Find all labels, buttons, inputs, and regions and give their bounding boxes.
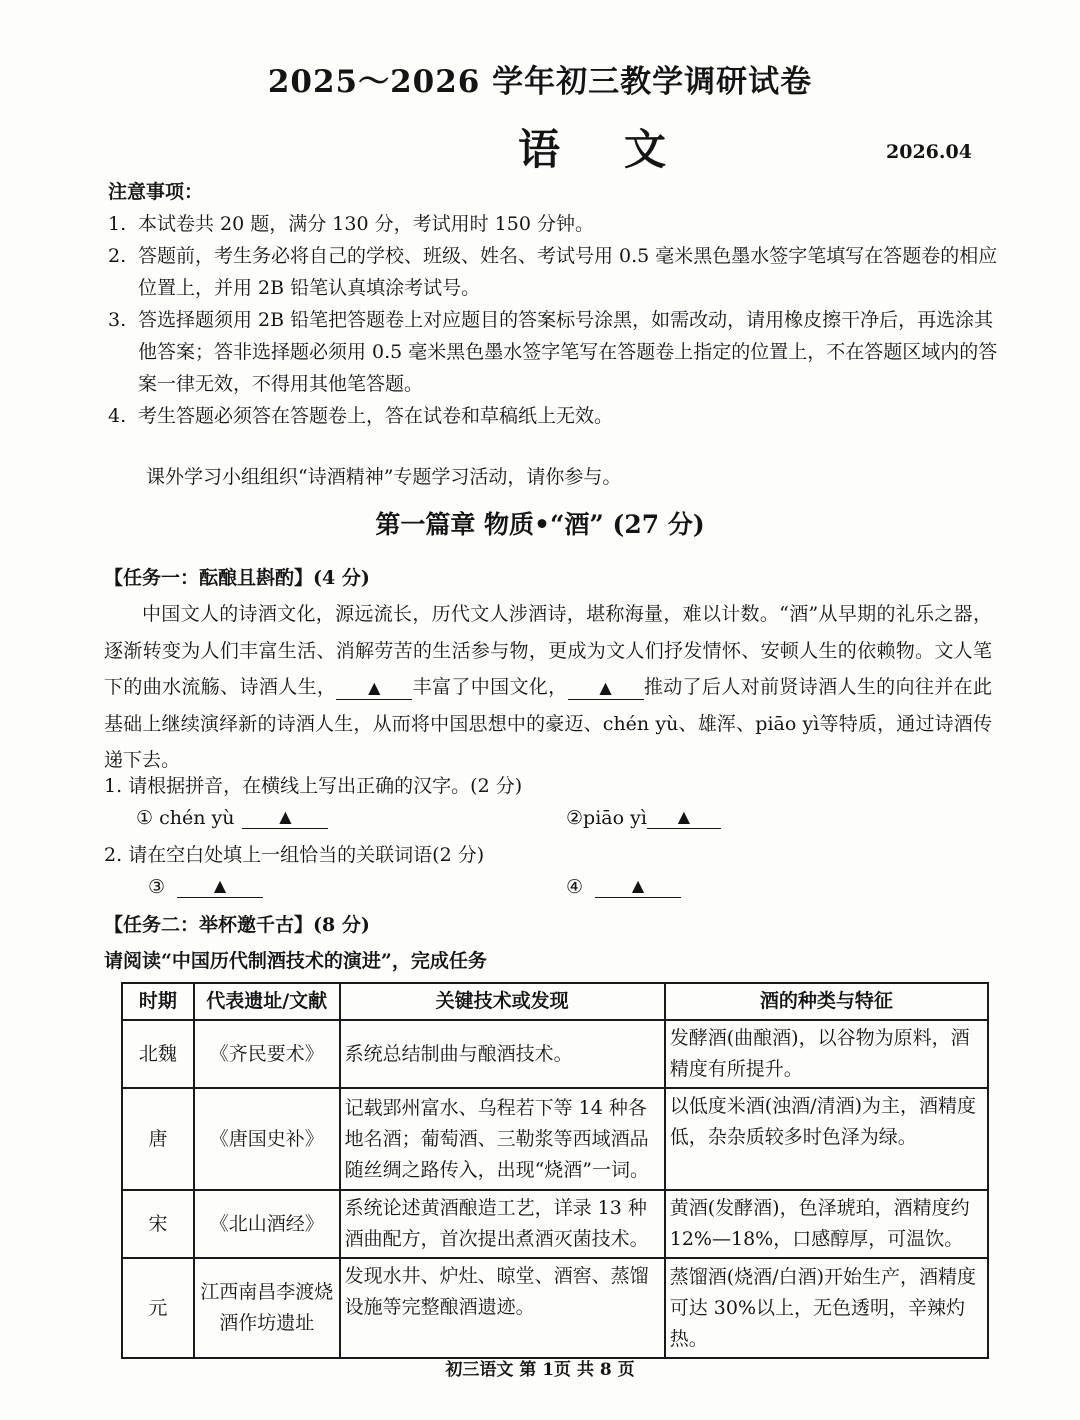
subject-title: 语文 <box>518 125 731 174</box>
note-number: 1. <box>108 213 127 235</box>
wine-history-table <box>121 982 989 1359</box>
note-text: 本试卷共 20 题，满分 130 分，考试用时 150 分钟。 <box>138 213 594 235</box>
q2-b-label: ④ <box>566 876 584 898</box>
note-item <box>108 304 1008 400</box>
triangle-icon: ▲ <box>677 807 691 826</box>
note-item <box>108 400 1008 432</box>
table-cell: 《唐国史补》 <box>194 1088 340 1190</box>
note-number: 4. <box>108 405 127 427</box>
note-text: 答选择题须用 2B 铅笔把答题卷上对应题目的答案标号涂黑，如需改动，请用橡皮擦干净后，再选涂其他答案；答非选择题必须用 0.5 毫米黑色墨水签字笔写在答题卷上指定的位置上，不在答题区域内的答案一律无效，不得用其他笔答题。 <box>138 309 998 395</box>
q2-a-label: ③ <box>148 876 166 898</box>
table-header: 代表遗址/文献 <box>194 983 340 1020</box>
table-row <box>122 1088 988 1190</box>
task2-title: 【任务二：举杯邀千古】(8 分) <box>104 914 370 936</box>
passage-part-c: 推动了后人对前贤诗酒人生的向往并在此基础上继续演绎新的诗酒人生，从而将中国思想中的豪迈、chén yù、雄浑、piāo yì等特质，通过诗酒传递下去。 <box>104 676 992 771</box>
table-cell: 宋 <box>122 1190 194 1258</box>
task2-instruction: 请阅读“中国历代制酒技术的演进”，完成任务 <box>104 950 487 972</box>
q1-item-a <box>136 805 328 829</box>
passage-part-b: 丰富了中国文化， <box>412 676 568 698</box>
table-row <box>122 1020 988 1088</box>
table-cell: 《齐民要术》 <box>194 1020 340 1088</box>
table-row <box>122 1258 988 1358</box>
q2-item-b <box>566 874 681 898</box>
answer-blank-3b[interactable] <box>177 874 263 898</box>
triangle-icon: ▲ <box>599 678 612 697</box>
table-cell: 北魏 <box>122 1020 194 1088</box>
triangle-icon: ▲ <box>279 807 292 826</box>
triangle-icon: ▲ <box>368 678 381 697</box>
answer-blank-3[interactable] <box>336 676 412 700</box>
answer-blank-2[interactable] <box>647 805 721 829</box>
exam-date: 2026.04 <box>886 141 972 163</box>
passage-part-a: 中国文人的诗酒文化，源远流长，历代文人涉酒诗，堪称海量，难以计数。“酒”从早期的礼乐之器，逐渐转变为人们丰富生活、消解劳苦的生活参与物，更成为文人们抒发情怀、安顿人生的依赖物。文人笔下的曲水流觞、诗酒人生， <box>104 603 992 698</box>
activity-intro: 课外学习小组组织“诗酒精神”专题学习活动，请你参与。 <box>146 466 622 488</box>
table-cell: 系统总结制曲与酿酒技术。 <box>340 1020 665 1088</box>
notes-section <box>108 176 1008 432</box>
note-text: 答题前，考生务必将自己的学校、班级、姓名、考试号用 0.5 毫米黑色墨水签字笔填写在答题卷的相应位置上，并用 2B 铅笔认真填涂考试号。 <box>138 245 998 299</box>
table-cell: 江西南昌李渡烧酒作坊遗址 <box>194 1258 340 1358</box>
task1-passage <box>104 596 992 779</box>
table-cell: 发酵酒(曲酿酒)，以谷物为原料，酒精度有所提升。 <box>665 1020 988 1088</box>
note-number: 3. <box>108 309 127 331</box>
table-cell: 《北山酒经》 <box>194 1190 340 1258</box>
triangle-icon: ▲ <box>631 876 645 895</box>
table-header: 关键技术或发现 <box>340 983 665 1020</box>
answer-blank-1[interactable] <box>242 805 328 829</box>
question-2: 2. 请在空白处填上一组恰当的关联词语(2 分) <box>104 844 485 866</box>
table-cell: 系统论述黄酒酿造工艺，详录 13 种酒曲配方，首次提出煮酒灭菌技术。 <box>340 1190 665 1258</box>
table-cell: 元 <box>122 1258 194 1358</box>
q1-a-label: ① chén yù <box>136 807 235 829</box>
table-header-row <box>122 983 988 1020</box>
table-cell: 黄酒(发酵酒)，色泽琥珀，酒精度约 12%—18%，口感醇厚，可温饮。 <box>665 1190 988 1258</box>
page-footer: 初三语文 第 1页 共 8 页 <box>445 1360 635 1380</box>
q1-b-label: ②piāo yì <box>566 807 647 829</box>
answer-blank-4[interactable] <box>568 676 644 700</box>
note-item <box>108 208 1008 240</box>
task1-title: 【任务一：酝酿且斟酌】(4 分) <box>104 567 370 589</box>
note-text: 考生答题必须答在答题卷上，答在试卷和草稿纸上无效。 <box>138 405 614 427</box>
q1-item-b <box>566 805 721 829</box>
exam-title: 2025～2026 学年初三教学调研试卷 <box>267 64 813 100</box>
table-cell: 以低度米酒(浊酒/清酒)为主，酒精度低，杂杂质较多时色泽为绿。 <box>665 1088 988 1190</box>
answer-blank-4b[interactable] <box>595 874 681 898</box>
notes-heading: 注意事项： <box>108 181 204 203</box>
table-cell: 发现水井、炉灶、晾堂、酒窖、蒸馏设施等完整酿酒遗迹。 <box>340 1258 665 1358</box>
table-header: 时期 <box>122 983 194 1020</box>
table-cell: 蒸馏酒(烧酒/白酒)开始生产，酒精度可达 30%以上，无色透明，辛辣灼热。 <box>665 1258 988 1358</box>
table-row <box>122 1190 988 1258</box>
triangle-icon: ▲ <box>213 876 227 895</box>
note-item <box>108 240 1008 304</box>
question-1: 1. 请根据拼音，在横线上写出正确的汉字。(2 分) <box>104 775 523 797</box>
chapter-title: 第一篇章 物质•“酒” (27 分) <box>375 510 705 539</box>
note-number: 2. <box>108 245 127 267</box>
q2-item-a <box>148 874 263 898</box>
table-cell: 唐 <box>122 1088 194 1190</box>
table-header: 酒的种类与特征 <box>665 983 988 1020</box>
table-cell: 记载郢州富水、乌程若下等 14 种各地名酒；葡萄酒、三勒浆等西域酒品随丝绸之路传入，出现“烧酒”一词。 <box>340 1088 665 1190</box>
